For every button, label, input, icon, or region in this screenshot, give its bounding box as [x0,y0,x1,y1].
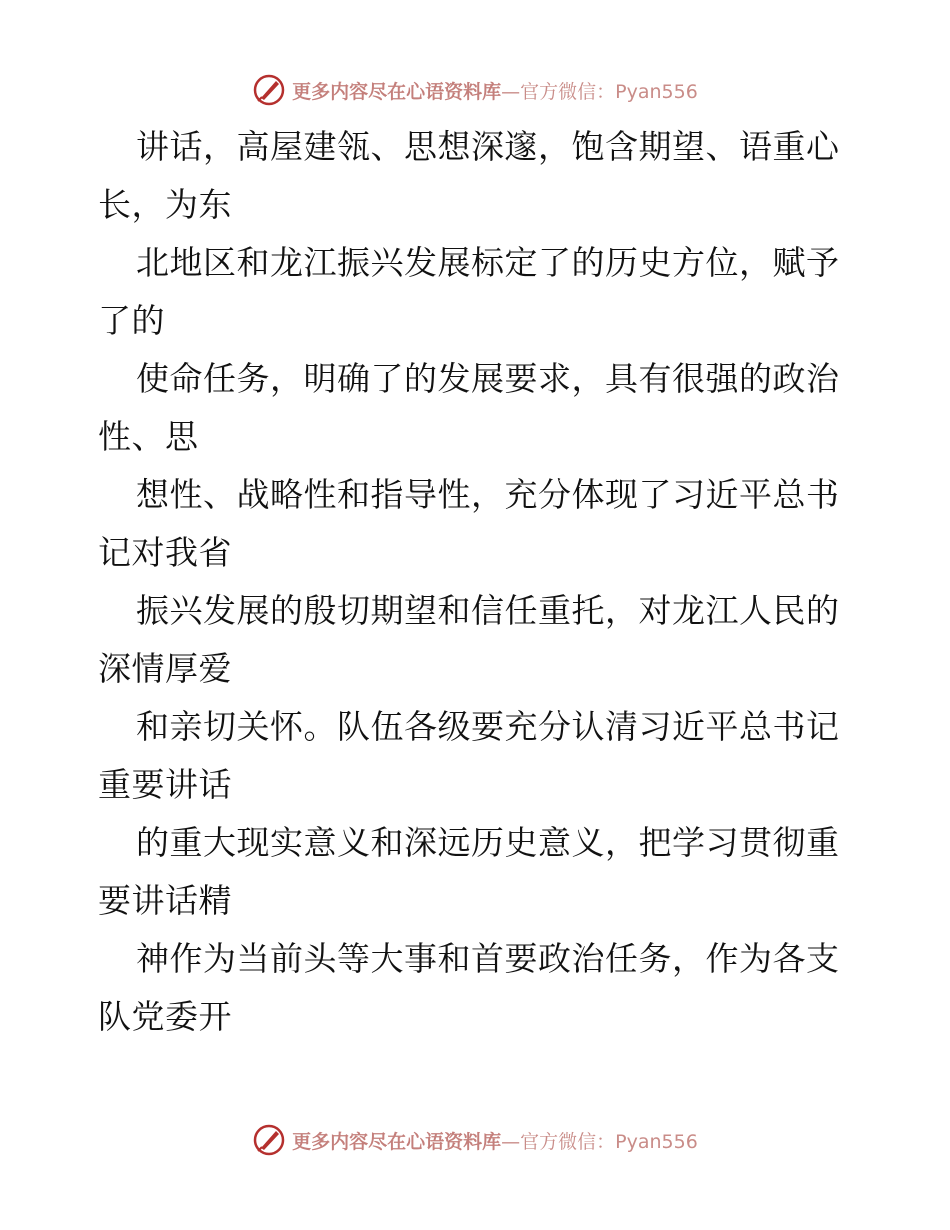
footer-watermark [0,1120,950,1160]
paragraph-line: 重要讲话 [98,765,232,804]
footer-contact: —官方微信：Pyan556 [501,1130,698,1153]
paragraph-line: 长，为东 [98,185,232,224]
document-body [98,118,858,1046]
paragraph-line: 性、思 [98,417,199,456]
paragraph-line: 使命任务，明确了的发展要求，具有很强的政治 [136,359,840,398]
paragraph-line: 了的 [98,301,165,340]
paragraph [98,814,858,930]
header-watermark [0,70,950,110]
quill-logo-icon [252,73,286,107]
paragraph [98,118,858,234]
paragraph [98,582,858,698]
paragraph-line: 要讲话精 [98,881,232,920]
paragraph [98,930,858,1046]
header-brand: 更多内容尽在心语资料库 [292,80,502,103]
paragraph [98,698,858,814]
paragraph-line: 的重大现实意义和深远历史意义，把学习贯彻重 [136,823,840,862]
paragraph [98,234,858,350]
paragraph-line: 队党委开 [98,997,232,1036]
paragraph [98,466,858,582]
footer-brand: 更多内容尽在心语资料库 [292,1130,502,1153]
paragraph [98,350,858,466]
paragraph-line: 讲话，高屋建瓴、思想深邃，饱含期望、语重心 [136,127,840,166]
paragraph-line: 振兴发展的殷切期望和信任重托，对龙江人民的 [136,591,840,630]
paragraph-line: 记对我省 [98,533,232,572]
paragraph-line: 神作为当前头等大事和首要政治任务，作为各支 [136,939,840,978]
paragraph-line: 和亲切关怀。队伍各级要充分认清习近平总书记 [136,707,840,746]
paragraph-line: 北地区和龙江振兴发展标定了的历史方位，赋予 [136,243,840,282]
header-contact: —官方微信：Pyan556 [501,80,698,103]
paragraph-line: 想性、战略性和指导性，充分体现了习近平总书 [136,475,840,514]
header-watermark-text [292,77,698,104]
paragraph-line: 深情厚爱 [98,649,232,688]
footer-watermark-text [292,1127,698,1154]
quill-logo-icon [252,1123,286,1157]
